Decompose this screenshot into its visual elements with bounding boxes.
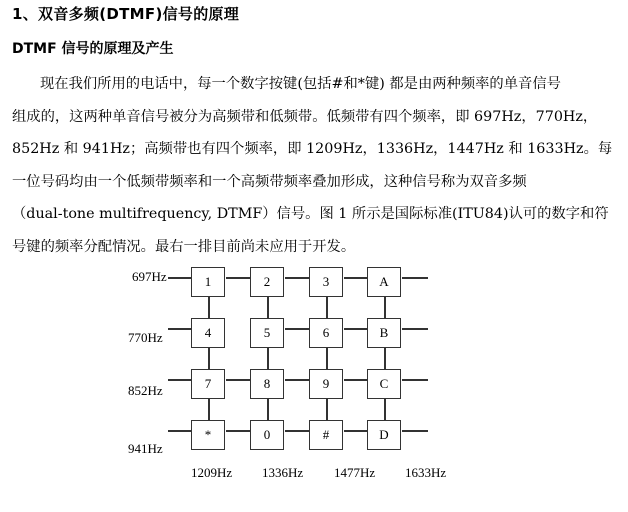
key-box: 8 — [250, 369, 284, 399]
col-freq-label: 1336Hz — [262, 465, 304, 480]
col-freq-label: 1477Hz — [334, 465, 376, 480]
key-box: D — [367, 420, 401, 450]
row-freq-label: 852Hz — [128, 383, 163, 398]
row-freq-label: 770Hz — [128, 330, 163, 345]
key-box: B — [367, 318, 401, 348]
key-box: 1 — [191, 267, 225, 297]
paragraph-line: 现在我们所用的电话中，每一个数字按键(包括#和*键) 都是由两种频率的单音信号 — [40, 76, 561, 92]
paragraph-line: 852Hz 和 941Hz；高频带也有四个频率，即 1209Hz，1336Hz，1447Hz 和 1633Hz。每 — [12, 141, 613, 157]
key-box: 3 — [309, 267, 343, 297]
key-box: A — [367, 267, 401, 297]
row-freq-label: 941Hz — [128, 441, 163, 456]
col-freq-label: 1209Hz — [191, 465, 233, 480]
subsection-heading: DTMF 信号的原理及产生 — [12, 41, 174, 57]
row-freq-label: 697Hz — [132, 269, 167, 284]
key-box: 2 — [250, 267, 284, 297]
key-box: 6 — [309, 318, 343, 348]
paragraph-line: 号键的频率分配情况。最右一排目前尚未应用于开发。 — [12, 238, 356, 255]
key-box: 5 — [250, 318, 284, 348]
key-box: 9 — [309, 369, 343, 399]
col-freq-label: 1633Hz — [405, 465, 447, 480]
section-heading: 1、双音多频(DTMF)信号的原理 — [12, 5, 240, 23]
paragraph-line: 一位号码均由一个低频带频率和一个高频带频率叠加形成，这种信号称为双音多频 — [12, 173, 527, 190]
key-box: # — [309, 420, 343, 450]
key-box: 7 — [191, 369, 225, 399]
key-box: C — [367, 369, 401, 399]
paragraph-line: 组成的，这两种单音信号被分为高频带和低频带。低频带有四个频率，即 697Hz，770Hz， — [12, 108, 598, 125]
key-box: 4 — [191, 318, 225, 348]
key-box: * — [191, 420, 225, 450]
paragraph-line: （dual-tone multifrequency, DTMF）信号。图 1 所示是国际标准(ITU84)认可的数字和符 — [12, 206, 609, 222]
key-box: 0 — [250, 420, 284, 450]
